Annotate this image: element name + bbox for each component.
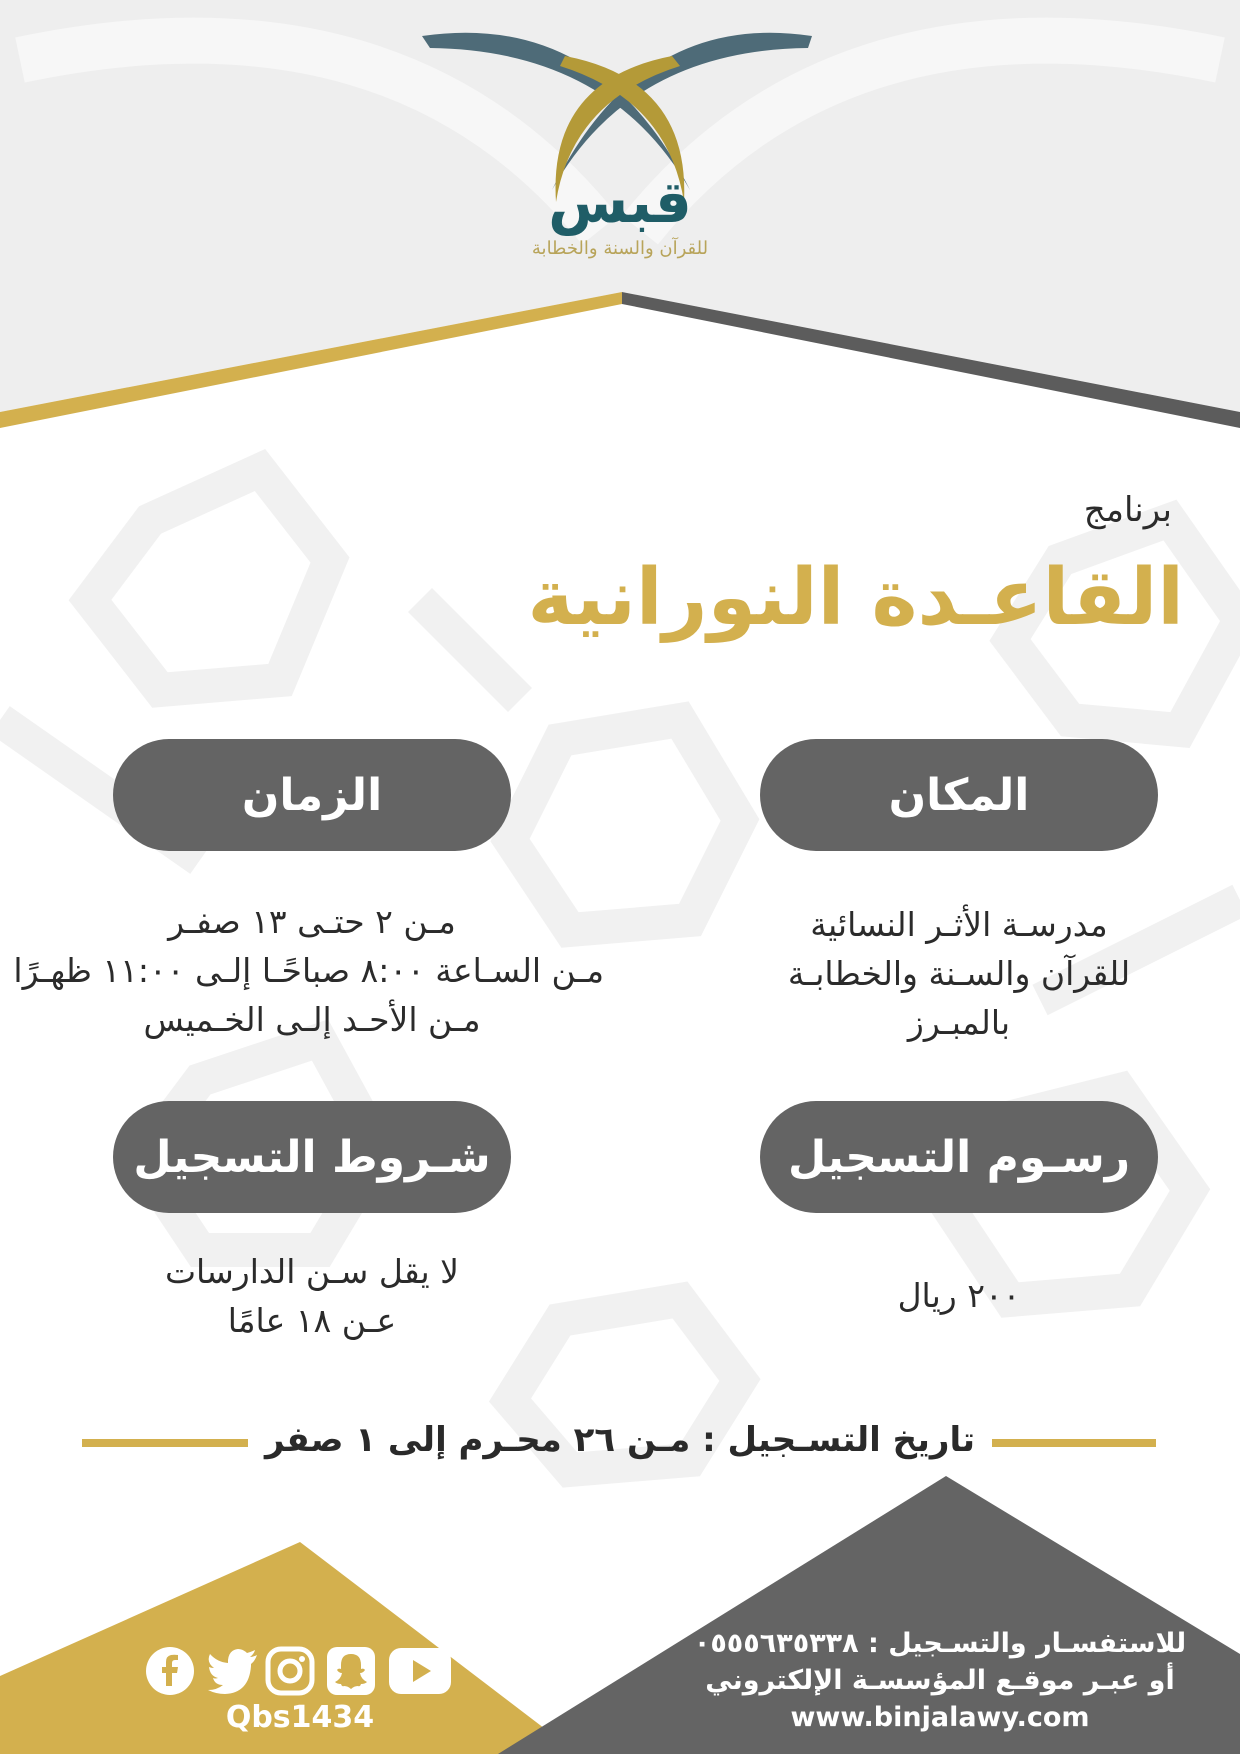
time-line-1: مـن ٢ حتـى ١٣ صفـر <box>168 902 456 941</box>
time-line-3: مـن الأحـد إلـى الخـميس <box>143 1000 481 1039</box>
logo-tagline: للقرآن والسنة والخطابة <box>531 238 709 259</box>
conditions-badge: شـروط التسجيل <box>113 1101 511 1213</box>
instagram-icon[interactable] <box>265 1646 315 1696</box>
fees-amount: ٢٠٠ ريال <box>897 1276 1021 1315</box>
time-line-2: مـن السـاعة ٨:٠٠ صباحًـا إلـى ١١:٠٠ ظهـرًا <box>13 951 604 990</box>
youtube-icon[interactable] <box>388 1646 452 1696</box>
conditions-line-1: لا يقل سـن الدارسات <box>164 1252 460 1291</box>
program-label: برنامج <box>1083 490 1172 530</box>
place-badge: المكان <box>760 739 1158 851</box>
registration-rule-right <box>992 1439 1156 1447</box>
logo-brand: قبس <box>548 168 692 236</box>
time-details <box>13 897 604 1044</box>
social-handle: Qbs1434 <box>225 1700 375 1735</box>
contact-phone: للاستفسـار والتسـجيل : ٠٥٥٥٦٣٥٣٣٨ <box>693 1628 1187 1659</box>
place-line-2: للقرآن والسـنة والخطابـة <box>787 954 1131 993</box>
registration-date: تاريخ التسـجيل : مـن ٢٦ محـرم إلى ١ صفر <box>264 1420 975 1460</box>
registration-rule-left <box>82 1439 248 1447</box>
program-title: القاعـدة النورانية <box>527 553 1184 643</box>
snapchat-icon[interactable] <box>326 1646 376 1696</box>
conditions-line-2: عـن ١٨ عامًا <box>227 1301 397 1340</box>
place-line-3: بالمبـرز <box>907 1003 1011 1042</box>
contact-website-note: أو عبـر موقـع المؤسسـة الإلكتروني <box>705 1665 1175 1696</box>
facebook-icon[interactable] <box>145 1646 195 1696</box>
place-details <box>700 900 1218 1047</box>
fees-badge: رسـوم التسجيل <box>760 1101 1158 1213</box>
time-badge: الزمان <box>113 739 511 851</box>
website-link[interactable]: www.binjalawy.com <box>790 1702 1090 1733</box>
conditions-details <box>82 1247 542 1345</box>
place-line-1: مدرسـة الأثـر النسائية <box>810 905 1108 944</box>
fees-details <box>760 1271 1158 1320</box>
twitter-icon[interactable] <box>205 1646 261 1696</box>
